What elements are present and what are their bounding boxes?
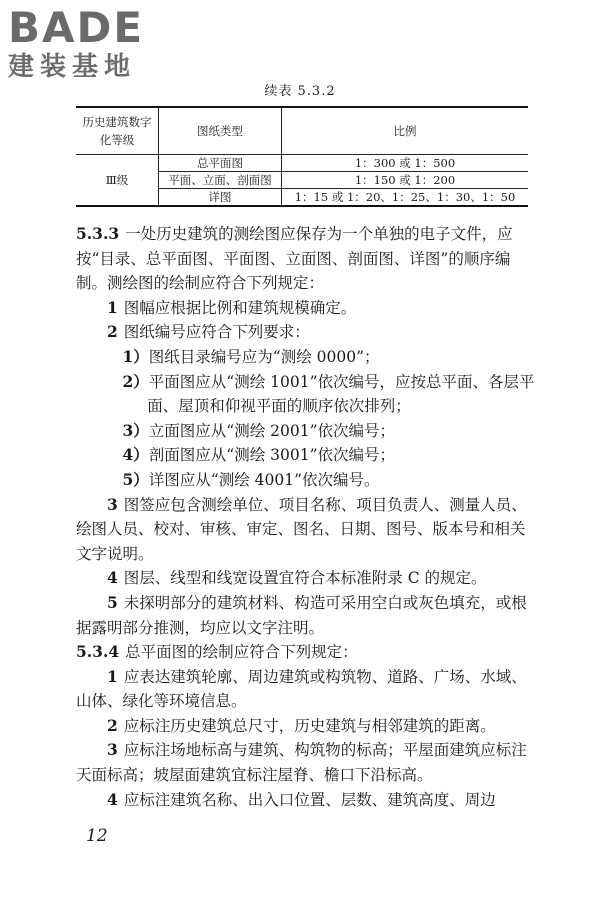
list-item [76, 591, 536, 640]
item-number: 2 [107, 715, 118, 735]
item-number: 2 [107, 322, 118, 342]
table-caption: 续表 5.3.2 [264, 84, 336, 99]
item-number: 4 [107, 789, 118, 809]
sub-item-number: 1） [122, 346, 149, 366]
scale-table [76, 106, 528, 207]
sub-item-number: 4） [122, 445, 149, 465]
sub-item-text: 详图应从“测绘 4001”依次编号。 [148, 470, 380, 489]
sub-item-number: 2） [122, 371, 149, 391]
item-text: 应标注历史建筑总尺寸，历史建筑与相邻建筑的距离。 [123, 716, 496, 735]
sub-item-text: 图纸目录编号应为“测绘 0000”； [148, 347, 380, 366]
list-item [76, 714, 536, 739]
item-text: 图幅应根据比例和建筑规模确定。 [123, 298, 357, 317]
body-text [76, 222, 536, 812]
item-text: 未探明部分的建筑材料、构造可采用空白或灰色填充，或根据露明部分推测，均应以文字注明。 [76, 593, 527, 637]
sub-item-text: 立面图应从“测绘 2001”依次编号； [148, 421, 396, 440]
item-number: 3 [107, 740, 118, 760]
type-cell: 详图 [159, 188, 282, 206]
item-number: 4 [107, 568, 118, 588]
item-text: 应标注场地标高与建筑、构筑物的标高；平屋面建筑应标注天面标高；坡屋面建筑宜标注屋脊、檐口下沿标高。 [76, 741, 527, 785]
sub-item-number: 3） [122, 420, 149, 440]
list-item [76, 566, 536, 591]
list-item [76, 296, 536, 321]
clause-text: 总平面图的绘制应符合下列规定： [125, 643, 358, 662]
page-number: 12 [86, 826, 108, 846]
ratio-cell: 1：150 或 1：200 [282, 171, 529, 188]
header-level: 历史建筑数字化等级 [76, 107, 159, 154]
list-item [76, 493, 536, 567]
sub-item [101, 419, 536, 444]
clause-5-3-3 [76, 222, 536, 296]
type-cell: 平面、立面、剖面图 [159, 171, 282, 188]
item-text: 应标注建筑名称、出入口位置、层数、建筑高度、周边 [123, 790, 496, 809]
sub-item [101, 345, 536, 370]
clause-5-3-4 [76, 640, 536, 665]
sub-item-number: 5） [122, 469, 149, 489]
header-type: 图纸类型 [159, 107, 282, 154]
sub-item-text: 剖面图应从“测绘 3001”依次编号； [148, 446, 396, 465]
clause-text: 一处历史建筑的测绘图应保存为一个单独的电子文件，应按“目录、总平面图、平面图、立面图、剖面图、详图”的顺序编制。测绘图的绘制应符合下列规定： [76, 225, 513, 293]
clause-number: 5.3.3 [76, 224, 120, 243]
table-header-row [76, 107, 528, 154]
level-cell: Ⅲ级 [76, 154, 159, 206]
sub-item [101, 468, 536, 493]
item-text: 应表达建筑轮廓、周边建筑或构筑物、道路、广场、水域、山体、绿化等环境信息。 [76, 667, 527, 711]
table-row [76, 154, 528, 171]
list-item [76, 665, 536, 714]
item-text: 图层、线型和线宽设置宜符合本标准附录 C 的规定。 [123, 569, 487, 588]
logo-wordmark: BADE [8, 3, 145, 52]
sub-item-text: 平面图应从“测绘 1001”依次编号，应按总平面、各层平面、屋顶和仰视平面的顺序依次排列； [147, 372, 535, 416]
list-item [76, 788, 536, 813]
item-number: 3 [107, 494, 118, 514]
clause-number: 5.3.4 [76, 642, 120, 662]
bade-logo [8, 3, 145, 82]
item-text: 图纸编号应符合下列要求： [123, 323, 310, 342]
item-number: 1 [107, 297, 118, 317]
sub-item [101, 370, 536, 419]
list-item [76, 320, 536, 345]
item-text: 图签应包含测绘单位、项目名称、项目负责人、测量人员、绘图人员、校对、审核、审定、图名、日期、图号、版本号和相关文字说明。 [76, 495, 527, 563]
item-number: 5 [107, 592, 118, 612]
list-item [76, 738, 536, 787]
item-number: 1 [107, 666, 118, 686]
header-ratio: 比例 [282, 107, 529, 154]
ratio-cell: 1：15 或 1：20、1：25、1：30、1：50 [282, 188, 529, 206]
type-cell: 总平面图 [159, 154, 282, 171]
logo-chinese: 建装基地 [8, 52, 137, 82]
sub-item [101, 443, 536, 468]
ratio-cell: 1：300 或 1：500 [282, 154, 529, 171]
